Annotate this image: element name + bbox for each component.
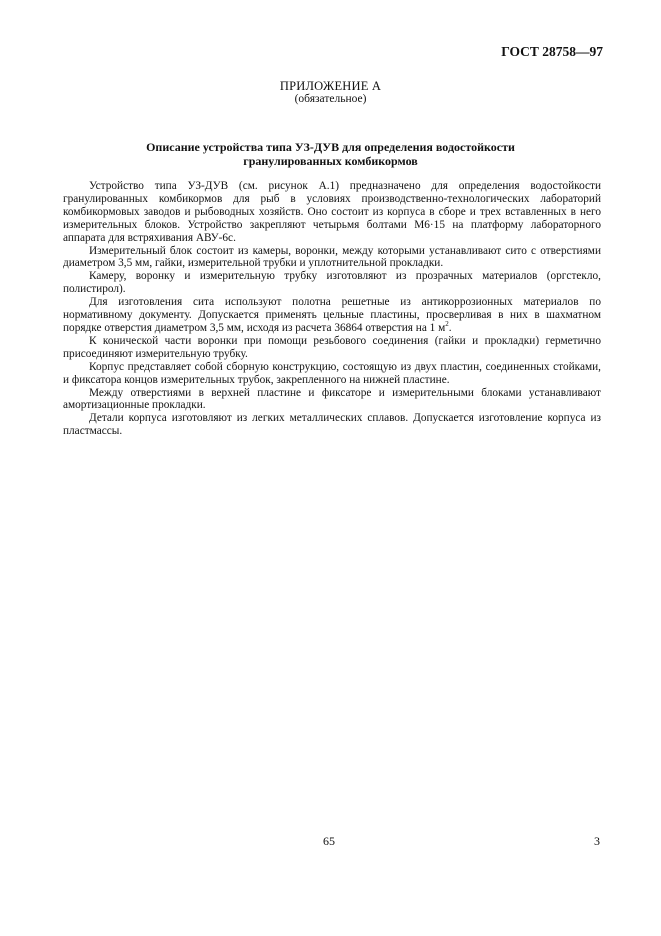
- paragraph: Детали корпуса изготовляют из легких металлических сплавов. Допускается изготовление корпуса из пластмассы.: [63, 412, 601, 438]
- paragraph: [63, 296, 601, 335]
- appendix-heading: [0, 80, 661, 106]
- paragraph: Между отверстиями в верхней пластине и фиксаторе и измерительными блоками устанавливают амортизационные прокладки.: [63, 386, 601, 412]
- title-line-1: Описание устройства типа УЗ-ДУВ для определения водостойкости: [146, 140, 515, 154]
- appendix-label: ПРИЛОЖЕНИЕ А: [279, 79, 382, 93]
- paragraph: Корпус представляет собой сборную конструкцию, состоящую из двух пластин, соединенных стойками, и фиксатора концов измерительных трубок, закрепленного на нижней пластине.: [63, 360, 601, 386]
- page-number: 65: [323, 834, 335, 848]
- sheet-number: 3: [594, 834, 600, 848]
- appendix-status: (обязательное): [294, 93, 367, 105]
- paragraph: Устройство типа УЗ-ДУВ (см. рисунок А.1) предназначено для определения водостойкости гранулированных комбикормов для рыб в условиях производственно-технологических лабораторий комбикормовых заводов и рыбоводных хозяйств. Оно состоит из корпуса в сборе и трех вставленных в него измерительных блоков. Устройство закрепляют четырьмя болтами М6·15 на платформу лабораторного аппарата для встряхивания АВУ-6с.: [63, 180, 601, 244]
- body-text: [63, 180, 601, 438]
- superscript: 2: [445, 320, 449, 329]
- paragraph: Камеру, воронку и измерительную трубку изготовляют из прозрачных материалов (оргстекло, полистирол).: [63, 270, 601, 296]
- paragraph: Измерительный блок состоит из камеры, воронки, между которыми устанавливают сито с отверстиями диаметром 3,5 мм, гайки, измерительной трубки и уплотнительной прокладки.: [63, 244, 601, 270]
- title-line-2: гранулированных комбикормов: [243, 154, 418, 168]
- document-title: [60, 140, 601, 168]
- period: .: [448, 321, 452, 334]
- paragraph-text: Для изготовления сита используют полотна решетные из антикоррозионных материалов по нормативному документу. Допускается применять цельные пластины, просверливая в них в шахматном порядке отверстия диаметром 3,5 мм, исходя из расчета 36864 отверстия на 1 м: [63, 296, 601, 334]
- paragraph: К конической части воронки при помощи резьбового соединения (гайки и прокладки) герметично присоединяют измерительную трубку.: [63, 334, 601, 360]
- standard-code: ГОСТ 28758—97: [501, 44, 603, 59]
